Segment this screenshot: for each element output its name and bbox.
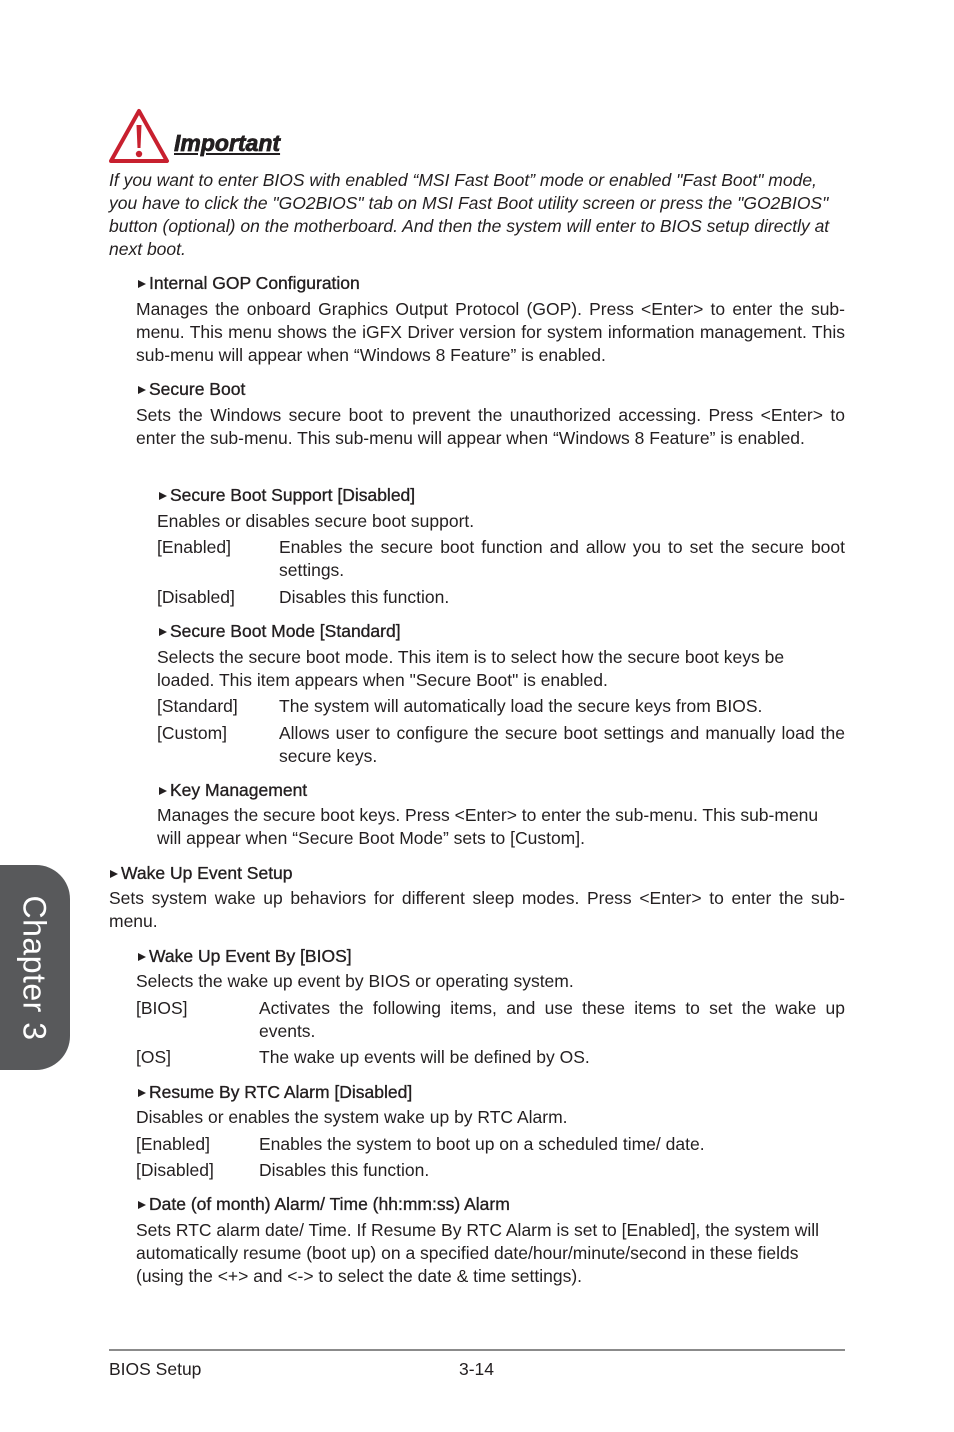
paragraph-resume-by-rtc: Disables or enables the system wake up by RTC Alarm.	[136, 1107, 568, 1127]
paragraph-secure-boot-support: Enables or disables secure boot support.	[157, 511, 475, 531]
heading-wake-up-event-by	[138, 945, 352, 967]
chapter-tab	[0, 865, 70, 1070]
heading-key-management	[159, 779, 307, 801]
option-key: [Standard]	[157, 696, 238, 716]
triangle-bullet-icon	[159, 787, 167, 795]
heading-secure-boot	[138, 378, 245, 400]
option-desc: Enables the system to boot up on a scheduled time/ date.	[259, 1134, 705, 1154]
option-desc: Enables the secure boot function and allow you to set the secure boot settings.	[279, 537, 845, 580]
option-key: [Disabled]	[157, 587, 235, 607]
heading-secure-boot-support	[159, 484, 415, 506]
option-key: [Enabled]	[136, 1134, 210, 1154]
paragraph-internal-gop: Manages the onboard Graphics Output Protocol (GOP). Press <Enter> to enter the sub-menu. This menu shows the iGFX Driver version for system information management. This sub-menu will appear when “Windows 8 Feature” is enabled.	[136, 299, 845, 365]
heading-internal-gop	[138, 272, 360, 294]
triangle-bullet-icon	[110, 870, 118, 878]
paragraph-date-alarm: Sets RTC alarm date/ Time. If Resume By RTC Alarm is set to [Enabled], the system will automatically resume (boot up) on a specified date/hour/minute/second in these fields (using the <+> and <-> to select the date & time settings).	[136, 1220, 820, 1286]
heading-text: Secure Boot Mode [Standard]	[170, 621, 401, 641]
heading-secure-boot-mode	[159, 620, 401, 642]
chapter-label	[0, 865, 70, 1070]
heading-date-alarm	[138, 1193, 510, 1215]
paragraph-key-management: Manages the secure boot keys. Press <Enter> to enter the sub-menu. This sub-menu will appear when “Secure Boot Mode” sets to [Custom].	[157, 805, 819, 848]
heading-text: Resume By RTC Alarm [Disabled]	[149, 1082, 413, 1102]
footer-section-title: BIOS Setup	[109, 1359, 202, 1379]
option-desc: Disables this function.	[279, 587, 450, 607]
triangle-bullet-icon	[138, 1201, 146, 1209]
heading-resume-by-rtc	[138, 1081, 412, 1103]
triangle-bullet-icon	[159, 628, 167, 636]
heading-wake-up-event-setup	[110, 862, 293, 884]
option-desc: Allows user to configure the secure boot settings and manually load the secure keys.	[279, 723, 845, 766]
option-key: [OS]	[136, 1047, 172, 1067]
heading-text: Internal GOP Configuration	[149, 273, 360, 293]
option-desc: The system will automatically load the secure keys from BIOS.	[279, 696, 763, 716]
option-desc: The wake up events will be defined by OS.	[259, 1047, 590, 1067]
footer-page-number: 3-14	[459, 1359, 495, 1379]
chapter-label-text: Chapter 3	[17, 894, 53, 1041]
triangle-bullet-icon	[138, 953, 146, 961]
important-note: If you want to enter BIOS with enabled “MSI Fast Boot” mode or enabled "Fast Boot" mode, you have to click the "GO2BIOS" tab on MSI Fast Boot utility screen or press the "GO2BIOS" button (optional) on the motherboard. And then the system will enter to BIOS setup directly at next boot.	[109, 170, 830, 259]
heading-text: Wake Up Event Setup	[121, 863, 293, 883]
option-key: [Custom]	[157, 723, 228, 743]
important-callout	[108, 108, 408, 164]
paragraph-secure-boot-mode: Selects the secure boot mode. This item is to select how the secure boot keys be loaded. This item appears when "Secure Boot" is enabled.	[157, 647, 785, 690]
option-key: [Enabled]	[157, 537, 231, 557]
option-key: [BIOS]	[136, 998, 188, 1018]
heading-text: Secure Boot	[149, 379, 246, 399]
footer-divider	[109, 1349, 845, 1351]
heading-text: Date (of month) Alarm/ Time (hh:mm:ss) Alarm	[149, 1194, 510, 1214]
triangle-bullet-icon	[159, 492, 167, 500]
warning-triangle-icon	[108, 108, 170, 164]
option-desc: Activates the following items, and use these items to set the wake up events.	[259, 998, 845, 1041]
triangle-bullet-icon	[138, 1089, 146, 1097]
heading-text: Wake Up Event By [BIOS]	[149, 946, 352, 966]
paragraph-wake-up-event-by: Selects the wake up event by BIOS or operating system.	[136, 971, 574, 991]
paragraph-wake-up-event-setup: Sets system wake up behaviors for different sleep modes. Press <Enter> to enter the sub-menu.	[109, 888, 845, 931]
option-desc: Disables this function.	[259, 1160, 430, 1180]
triangle-bullet-icon	[138, 280, 146, 288]
option-key: [Disabled]	[136, 1160, 214, 1180]
triangle-bullet-icon	[138, 386, 146, 394]
paragraph-secure-boot: Sets the Windows secure boot to prevent the unauthorized accessing. Press <Enter> to enter the sub-menu. This sub-menu will appear when “Windows 8 Feature” is enabled.	[136, 405, 845, 448]
heading-text: Key Management	[170, 780, 308, 800]
important-title: Important	[174, 130, 281, 156]
heading-text: Secure Boot Support [Disabled]	[170, 485, 416, 505]
